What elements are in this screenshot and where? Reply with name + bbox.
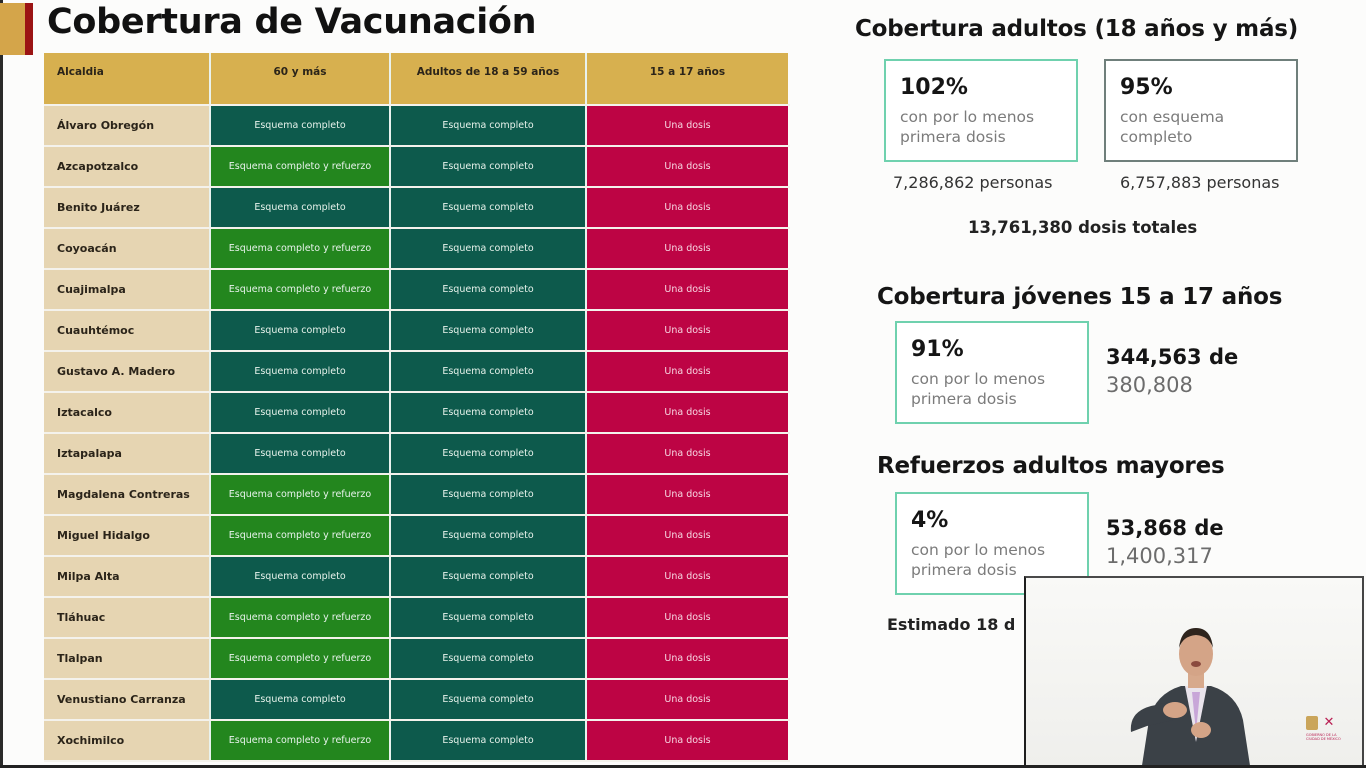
status-60-plus-cell: Esquema completo y refuerzo <box>211 229 391 268</box>
status-youth-cell: Una dosis <box>587 721 788 760</box>
status-adults-cell: Esquema completo <box>391 721 587 760</box>
status-youth-cell: Una dosis <box>587 352 788 391</box>
alcaldia-cell: Xochimilco <box>44 721 211 760</box>
alcaldia-cell: Benito Juárez <box>44 188 211 227</box>
status-adults-cell: Esquema completo <box>391 229 587 268</box>
table-row <box>44 311 790 352</box>
status-adults-cell: Esquema completo <box>391 106 587 145</box>
interpreter-figure <box>1111 602 1281 766</box>
status-60-plus-cell: Esquema completo <box>211 106 391 145</box>
table-row <box>44 352 790 393</box>
status-youth-cell: Una dosis <box>587 147 788 186</box>
page-title: Cobertura de Vacunación <box>47 2 537 42</box>
status-youth-cell: Una dosis <box>587 106 788 145</box>
table-row <box>44 557 790 598</box>
column-header-60-plus: 60 y más <box>211 53 391 104</box>
alcaldia-cell: Azcapotzalco <box>44 147 211 186</box>
table-row <box>44 475 790 516</box>
status-youth-cell: Una dosis <box>587 598 788 637</box>
status-adults-cell: Esquema completo <box>391 270 587 309</box>
alcaldia-cell: Álvaro Obregón <box>44 106 211 145</box>
status-youth-cell: Una dosis <box>587 270 788 309</box>
adults-first-dose-desc: con por lo menos primera dosis <box>900 108 1035 146</box>
status-youth-cell: Una dosis <box>587 229 788 268</box>
government-logos <box>1306 716 1336 730</box>
alcaldia-cell: Miguel Hidalgo <box>44 516 211 555</box>
title-accent-bar <box>0 3 34 55</box>
status-adults-cell: Esquema completo <box>391 188 587 227</box>
status-youth-cell: Una dosis <box>587 434 788 473</box>
table-row <box>44 393 790 434</box>
adults-complete-card <box>1104 59 1298 162</box>
status-60-plus-cell: Esquema completo <box>211 188 391 227</box>
status-60-plus-cell: Esquema completo y refuerzo <box>211 270 391 309</box>
status-youth-cell: Una dosis <box>587 516 788 555</box>
boosters-heading: Refuerzos adultos mayores <box>877 453 1225 479</box>
alcaldia-cell: Iztapalapa <box>44 434 211 473</box>
status-60-plus-cell: Esquema completo y refuerzo <box>211 147 391 186</box>
coverage-table <box>44 53 790 762</box>
adults-first-dose-card <box>884 59 1078 162</box>
adults-coverage-heading: Cobertura adultos (18 años y más) <box>855 16 1299 42</box>
table-row <box>44 188 790 229</box>
frame-edge-left <box>0 0 3 768</box>
youth-first-dose-card <box>895 321 1089 424</box>
adults-first-dose-pct: 102% <box>900 75 968 100</box>
table-row <box>44 270 790 311</box>
status-adults-cell: Esquema completo <box>391 393 587 432</box>
status-60-plus-cell: Esquema completo <box>211 311 391 350</box>
alcaldia-cell: Iztacalco <box>44 393 211 432</box>
sign-language-interpreter-video <box>1024 576 1364 766</box>
table-row <box>44 516 790 557</box>
alcaldia-cell: Magdalena Contreras <box>44 475 211 514</box>
status-adults-cell: Esquema completo <box>391 352 587 391</box>
youth-total: 380,808 <box>1106 373 1193 397</box>
alcaldia-cell: Tlalpan <box>44 639 211 678</box>
youth-desc: con por lo menos primera dosis <box>911 370 1046 408</box>
youth-coverage-heading: Cobertura jóvenes 15 a 17 años <box>877 284 1283 310</box>
alcaldia-cell: Cuajimalpa <box>44 270 211 309</box>
table-row <box>44 434 790 475</box>
boosters-pct: 4% <box>911 508 949 533</box>
table-row <box>44 639 790 680</box>
alcaldia-cell: Cuauhtémoc <box>44 311 211 350</box>
boosters-count: 53,868 de <box>1106 516 1224 540</box>
table-body <box>44 106 790 762</box>
adults-complete-desc: con esquema completo <box>1120 108 1225 146</box>
logo-caption: GOBIERNO DE LA CIUDAD DE MÉXICO <box>1306 733 1341 741</box>
status-adults-cell: Esquema completo <box>391 680 587 719</box>
cdmx-logo-icon: ✕ <box>1323 715 1335 730</box>
status-60-plus-cell: Esquema completo <box>211 393 391 432</box>
status-youth-cell: Una dosis <box>587 639 788 678</box>
youth-pct: 91% <box>911 337 964 362</box>
adults-complete-pct: 95% <box>1120 75 1173 100</box>
status-adults-cell: Esquema completo <box>391 516 587 555</box>
status-60-plus-cell: Esquema completo y refuerzo <box>211 516 391 555</box>
column-header-adults-18-59: Adultos de 18 a 59 años <box>391 53 587 104</box>
boosters-desc: con por lo menos primera dosis <box>911 541 1046 579</box>
status-youth-cell: Una dosis <box>587 680 788 719</box>
status-adults-cell: Esquema completo <box>391 311 587 350</box>
alcaldia-cell: Gustavo A. Madero <box>44 352 211 391</box>
table-header-row <box>44 53 790 106</box>
status-youth-cell: Una dosis <box>587 188 788 227</box>
boosters-total: 1,400,317 <box>1106 544 1213 568</box>
status-adults-cell: Esquema completo <box>391 475 587 514</box>
status-youth-cell: Una dosis <box>587 311 788 350</box>
accent-gold-block <box>0 3 25 55</box>
status-60-plus-cell: Esquema completo y refuerzo <box>211 721 391 760</box>
status-adults-cell: Esquema completo <box>391 598 587 637</box>
table-row <box>44 229 790 270</box>
status-youth-cell: Una dosis <box>587 557 788 596</box>
alcaldia-cell: Tláhuac <box>44 598 211 637</box>
column-header-alcaldia: Alcaldia <box>44 53 211 104</box>
status-youth-cell: Una dosis <box>587 393 788 432</box>
column-header-youth-15-17: 15 a 17 años <box>587 53 788 104</box>
table-row <box>44 106 790 147</box>
status-adults-cell: Esquema completo <box>391 639 587 678</box>
table-row <box>44 147 790 188</box>
boosters-estimate: Estimado 18 d <box>887 615 1016 634</box>
status-60-plus-cell: Esquema completo <box>211 557 391 596</box>
youth-count: 344,563 de <box>1106 345 1239 369</box>
status-adults-cell: Esquema completo <box>391 147 587 186</box>
status-60-plus-cell: Esquema completo y refuerzo <box>211 475 391 514</box>
table-row <box>44 598 790 639</box>
total-doses: 13,761,380 dosis totales <box>968 218 1198 237</box>
alcaldia-cell: Coyoacán <box>44 229 211 268</box>
status-adults-cell: Esquema completo <box>391 434 587 473</box>
alcaldia-cell: Venustiano Carranza <box>44 680 211 719</box>
adults-first-dose-people: 7,286,862 personas <box>893 173 1053 192</box>
table-row <box>44 680 790 721</box>
status-60-plus-cell: Esquema completo <box>211 434 391 473</box>
table-row <box>44 721 790 762</box>
status-60-plus-cell: Esquema completo <box>211 352 391 391</box>
status-60-plus-cell: Esquema completo y refuerzo <box>211 639 391 678</box>
status-60-plus-cell: Esquema completo <box>211 680 391 719</box>
status-adults-cell: Esquema completo <box>391 557 587 596</box>
alcaldia-cell: Milpa Alta <box>44 557 211 596</box>
accent-red-stripe <box>25 3 33 55</box>
status-youth-cell: Una dosis <box>587 475 788 514</box>
status-60-plus-cell: Esquema completo y refuerzo <box>211 598 391 637</box>
coat-of-arms-icon <box>1306 716 1318 730</box>
adults-complete-people: 6,757,883 personas <box>1120 173 1280 192</box>
